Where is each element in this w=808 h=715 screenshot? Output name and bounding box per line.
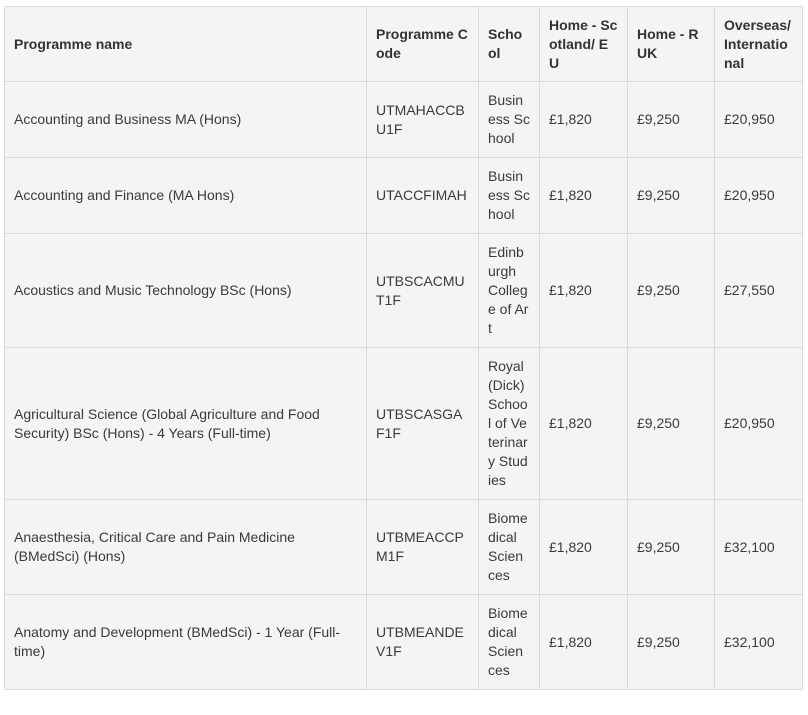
programme-code-cell: UTMAHACCBU1F [367, 82, 479, 158]
programme-code-cell: UTBMEANDEV1F [367, 595, 479, 690]
home-scotland-eu-fee-cell: £1,820 [540, 348, 628, 500]
home-ruk-fee-cell: £9,250 [628, 158, 715, 234]
home-ruk-fee-cell: £9,250 [628, 82, 715, 158]
header-overseas-international: Overseas/ International [715, 7, 803, 82]
programme-name-cell: Anatomy and Development (BMedSci) - 1 Year (Full-time) [5, 595, 367, 690]
programme-name-cell: Acoustics and Music Technology BSc (Hons) [5, 234, 367, 348]
overseas-fee-cell: £27,550 [715, 234, 803, 348]
header-home-scotland-eu: Home - Scotland/ EU [540, 7, 628, 82]
table-row [5, 595, 803, 690]
home-scotland-eu-fee-cell: £1,820 [540, 234, 628, 348]
programme-name-cell: Agricultural Science (Global Agriculture and Food Security) BSc (Hons) - 4 Years (Full-time) [5, 348, 367, 500]
school-cell: Royal (Dick) School of Veterinary Studies [479, 348, 540, 500]
programme-name-cell: Anaesthesia, Critical Care and Pain Medicine (BMedSci) (Hons) [5, 500, 367, 595]
home-scotland-eu-fee-cell: £1,820 [540, 595, 628, 690]
programme-code-cell: UTBMEACCPM1F [367, 500, 479, 595]
school-cell: Business School [479, 158, 540, 234]
table-row [5, 158, 803, 234]
overseas-fee-cell: £32,100 [715, 500, 803, 595]
header-home-ruk: Home - RUK [628, 7, 715, 82]
overseas-fee-cell: £20,950 [715, 82, 803, 158]
overseas-fee-cell: £32,100 [715, 595, 803, 690]
fees-table-container [4, 6, 803, 690]
home-ruk-fee-cell: £9,250 [628, 500, 715, 595]
programme-code-cell: UTACCFIMAH [367, 158, 479, 234]
home-scotland-eu-fee-cell: £1,820 [540, 158, 628, 234]
overseas-fee-cell: £20,950 [715, 158, 803, 234]
home-scotland-eu-fee-cell: £1,820 [540, 500, 628, 595]
programme-code-cell: UTBSCACMUT1F [367, 234, 479, 348]
fees-table [4, 6, 803, 690]
programme-code-cell: UTBSCASGAF1F [367, 348, 479, 500]
table-header-row [5, 7, 803, 82]
overseas-fee-cell: £20,950 [715, 348, 803, 500]
home-ruk-fee-cell: £9,250 [628, 595, 715, 690]
header-programme-name: Programme name [5, 7, 367, 82]
school-cell: Biomedical Sciences [479, 595, 540, 690]
school-cell: Edinburgh College of Art [479, 234, 540, 348]
programme-name-cell: Accounting and Business MA (Hons) [5, 82, 367, 158]
table-row [5, 348, 803, 500]
home-ruk-fee-cell: £9,250 [628, 348, 715, 500]
header-programme-code: Programme Code [367, 7, 479, 82]
home-ruk-fee-cell: £9,250 [628, 234, 715, 348]
home-scotland-eu-fee-cell: £1,820 [540, 82, 628, 158]
school-cell: Biomedical Sciences [479, 500, 540, 595]
table-row [5, 500, 803, 595]
programme-name-cell: Accounting and Finance (MA Hons) [5, 158, 367, 234]
school-cell: Business School [479, 82, 540, 158]
table-row [5, 82, 803, 158]
header-school: School [479, 7, 540, 82]
table-row [5, 234, 803, 348]
